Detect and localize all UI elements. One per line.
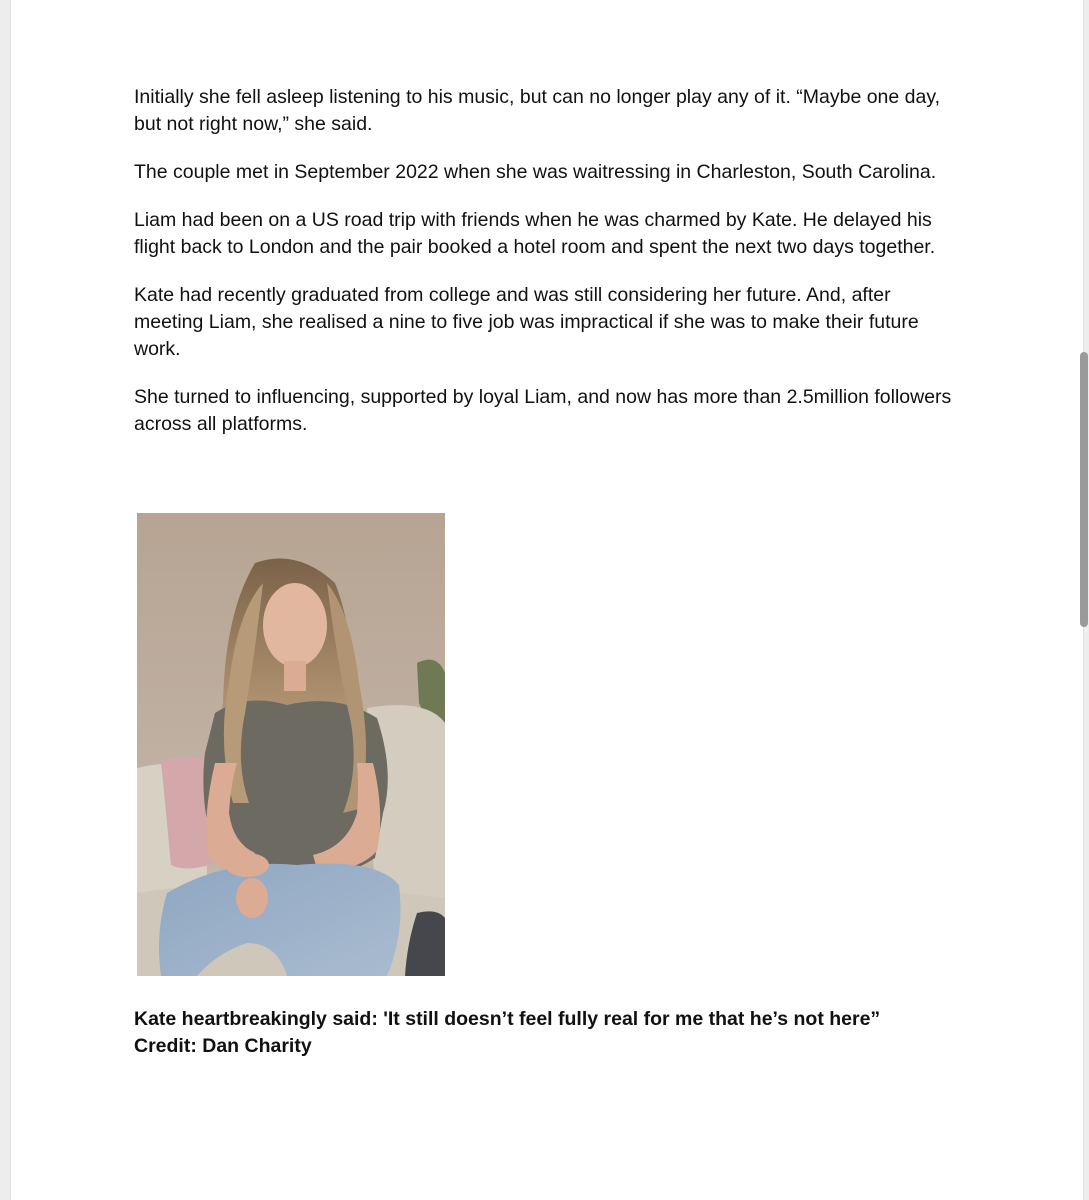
- photo-caption: [134, 1006, 994, 1060]
- article-photo: [137, 513, 445, 976]
- paragraph: She turned to influencing, supported by loyal Liam, and now has more than 2.5million followers across all platforms.: [134, 386, 952, 435]
- photo-credit: Credit: Dan Charity: [134, 1035, 312, 1057]
- scrollbar-thumb[interactable]: [1080, 352, 1088, 627]
- document-page: [10, 0, 1084, 1200]
- caption-text: Kate heartbreakingly said: 'It still doesn’t feel fully real for me that he’s not here”: [134, 1008, 881, 1030]
- article-body: [134, 84, 964, 459]
- paragraph: Initially she fell asleep listening to his music, but can no longer play any of it. “Maybe one day, but not right now,” she said.: [134, 86, 941, 135]
- paragraph: Kate had recently graduated from college and was still considering her future. And, after meeting Liam, she realised a nine to five job was impractical if she was to make their future work.: [134, 284, 919, 360]
- paragraph: The couple met in September 2022 when she was waitressing in Charleston, South Carolina.: [134, 161, 937, 183]
- paragraph: Liam had been on a US road trip with friends when he was charmed by Kate. He delayed his flight back to London and the pair booked a hotel room and spent the next two days together.: [134, 209, 936, 258]
- scrollbar[interactable]: [1081, 0, 1089, 1200]
